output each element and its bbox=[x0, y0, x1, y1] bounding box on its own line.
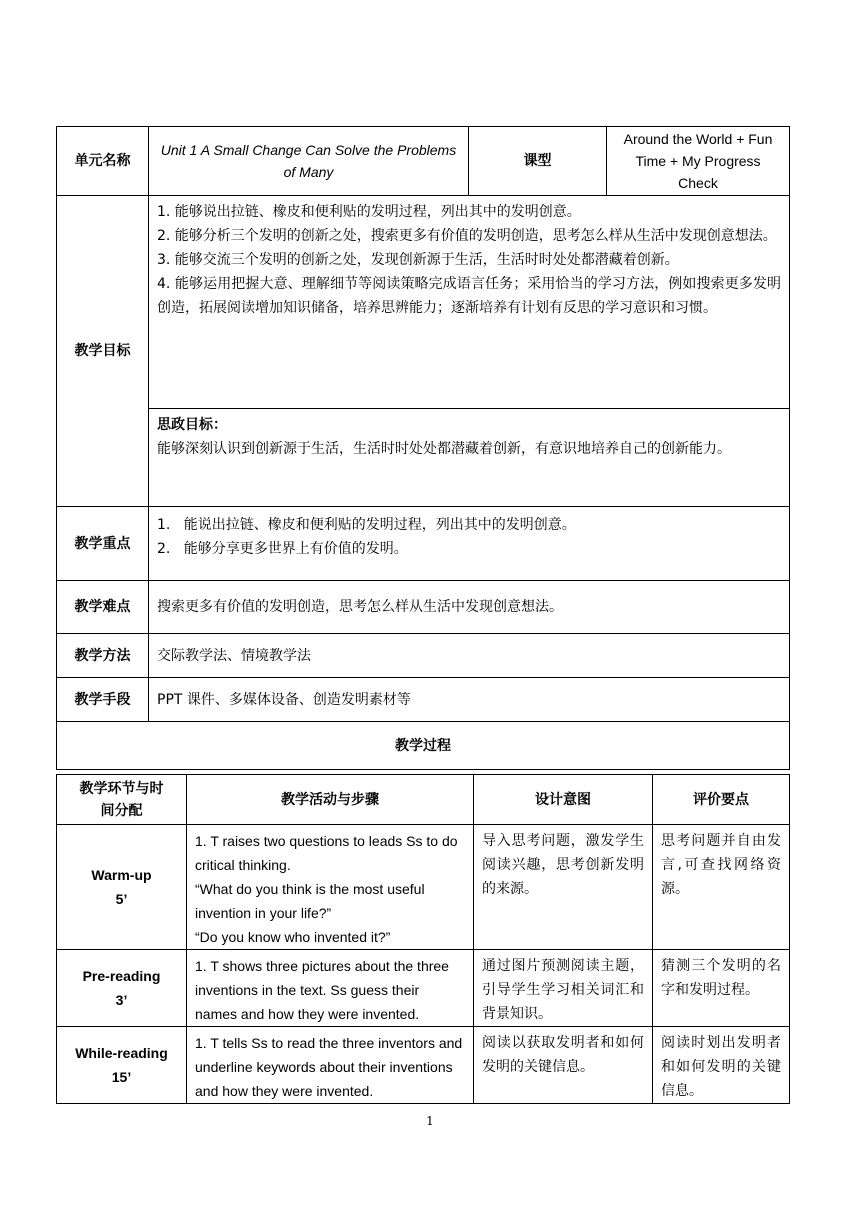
objectives-list bbox=[149, 196, 790, 409]
ideology-row bbox=[57, 409, 790, 507]
key-point-item: 1. 能说出拉链、橡皮和便利贴的发明过程，列出其中的发明创意。 bbox=[157, 517, 576, 533]
lesson-type-label: 课型 bbox=[469, 127, 607, 196]
stage-time: 3’ bbox=[115, 992, 128, 1008]
header-activity: 教学活动与步骤 bbox=[187, 775, 474, 825]
process-row-warmup bbox=[57, 825, 790, 950]
objective-item: 2. 能够分析三个发明的创新之处，搜索更多有价值的发明创造，思考怎么样从生活中发现创意想法。 bbox=[157, 228, 777, 244]
difficulties-row bbox=[57, 581, 790, 634]
means-row bbox=[57, 678, 790, 722]
stage-name: Warm-up bbox=[91, 867, 152, 883]
ideology-text: 能够深刻认识到创新源于生活，生活时时处处都潜藏着创新，有意识地培养自己的创新能力。 bbox=[157, 441, 731, 457]
stage-time: 15’ bbox=[111, 1069, 132, 1085]
key-points-row bbox=[57, 507, 790, 581]
intent-cell: 阅读以获取发明者和如何发明的关键信息。 bbox=[474, 1027, 653, 1104]
stage-cell bbox=[57, 825, 187, 950]
process-title: 教学过程 bbox=[57, 722, 790, 770]
stage-cell bbox=[57, 1027, 187, 1104]
unit-name-value: Unit 1 A Small Change Can Solve the Problems of Many bbox=[149, 127, 469, 196]
unit-name-label: 单元名称 bbox=[57, 127, 149, 196]
process-header-row bbox=[57, 775, 790, 825]
activity-cell bbox=[187, 1027, 474, 1104]
difficulties-label: 教学难点 bbox=[57, 581, 149, 634]
intent-cell: 通过图片预测阅读主题，引导学生学习相关词汇和背景知识。 bbox=[474, 950, 653, 1027]
process-title-row bbox=[57, 722, 790, 770]
lesson-type-value: Around the World + Fun Time + My Progress Check bbox=[607, 127, 790, 196]
key-point-item: 2. 能够分享更多世界上有价值的发明。 bbox=[157, 541, 408, 557]
evaluation-cell: 阅读时划出发明者和如何发明的关键信息。 bbox=[653, 1027, 790, 1104]
objectives-label: 教学目标 bbox=[57, 196, 149, 507]
ideology-title: 思政目标： bbox=[157, 417, 227, 433]
activity-line: 1. T raises two questions to leads Ss to do critical thinking. bbox=[195, 833, 458, 873]
lesson-info-table bbox=[56, 126, 790, 770]
methods-row bbox=[57, 634, 790, 678]
objectives-row bbox=[57, 196, 790, 409]
page-number: 1 bbox=[426, 1114, 434, 1128]
unit-row bbox=[57, 127, 790, 196]
stage-name: While-reading bbox=[75, 1045, 168, 1061]
activity-cell bbox=[187, 950, 474, 1027]
header-evaluation: 评价要点 bbox=[653, 775, 790, 825]
evaluation-cell: 猜测三个发明的名字和发明过程。 bbox=[653, 950, 790, 1027]
activity-line: “What do you think is the most useful invention in your life?” bbox=[195, 881, 425, 921]
intent-cell: 导入思考问题，激发学生阅读兴趣，思考创新发明的来源。 bbox=[474, 825, 653, 950]
key-points-label: 教学重点 bbox=[57, 507, 149, 581]
objective-item: 1. 能够说出拉链、橡皮和便利贴的发明过程，列出其中的发明创意。 bbox=[157, 204, 581, 220]
stage-name: Pre-reading bbox=[82, 968, 161, 984]
activity-line: 1. T shows three pictures about the three inventions in the text. Ss guess their names and how they were invented. bbox=[195, 958, 449, 1022]
difficulties-text: 搜索更多有价值的发明创造，思考怎么样从生活中发现创意想法。 bbox=[149, 581, 790, 634]
process-table bbox=[56, 774, 790, 1104]
stage-time: 5’ bbox=[115, 891, 128, 907]
methods-label: 教学方法 bbox=[57, 634, 149, 678]
activity-line: “Do you know who invented it?” bbox=[195, 929, 391, 945]
stage-cell bbox=[57, 950, 187, 1027]
activity-line: 1. T tells Ss to read the three inventors and underline keywords about their inventions and how they were invented. bbox=[195, 1035, 463, 1099]
process-row-prereading bbox=[57, 950, 790, 1027]
means-text: PPT 课件、多媒体设备、创造发明素材等 bbox=[149, 678, 790, 722]
key-points-list bbox=[149, 507, 790, 581]
means-label: 教学手段 bbox=[57, 678, 149, 722]
evaluation-cell: 思考问题并自由发言,可查找网络资源。 bbox=[653, 825, 790, 950]
objective-item: 3. 能够交流三个发明的创新之处，发现创新源于生活，生活时时处处都潜藏着创新。 bbox=[157, 252, 679, 268]
header-stage-time: 教学环节与时间分配 bbox=[57, 775, 187, 825]
header-intent: 设计意图 bbox=[474, 775, 653, 825]
objective-item: 4. 能够运用把握大意、理解细节等阅读策略完成语言任务；采用恰当的学习方法，例如搜索更多发明创造，拓展阅读增加知识储备，培养思辨能力；逐渐培养有计划有反思的学习意识和习惯。 bbox=[157, 276, 781, 316]
process-row-whilereading bbox=[57, 1027, 790, 1104]
methods-text: 交际教学法、情境教学法 bbox=[149, 634, 790, 678]
ideology-cell bbox=[149, 409, 790, 507]
activity-cell bbox=[187, 825, 474, 950]
